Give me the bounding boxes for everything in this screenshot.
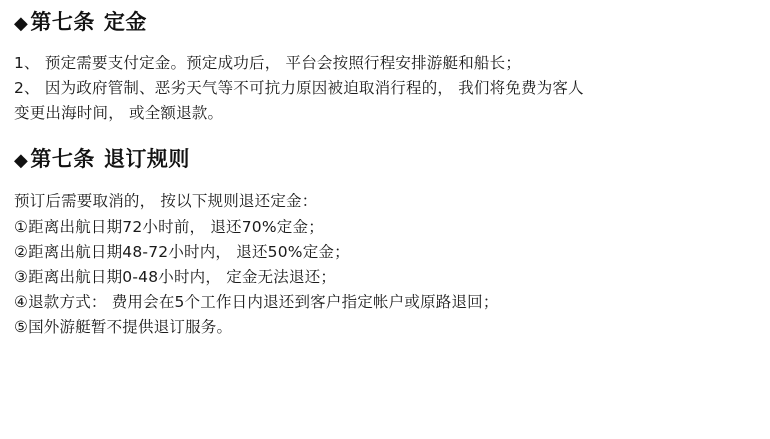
refund-intro-text: 预订后需要取消的， 按以下规则退还定金：: [14, 191, 318, 210]
section-refund-number: 第七条: [30, 146, 95, 171]
section-refund-title: 退订规则: [103, 146, 190, 171]
refund-rules-list: [14, 215, 756, 341]
section-deposit-number: 第七条: [30, 10, 95, 34]
list-item: ⑤国外游艇暂不提供退订服务。: [14, 318, 233, 337]
section-deposit-heading: [14, 10, 756, 35]
list-item: ①距离出航日期72小时前， 退还70%定金；: [14, 217, 324, 236]
list-item: ②距离出航日期48-72小时内， 退还50%定金；: [14, 242, 350, 261]
section-deposit-body: [14, 51, 756, 126]
section-refund-rules: [14, 147, 756, 341]
deposit-clause-1: 1、 预定需要支付定金。预定成功后， 平台会按照行程安排游艇和船长；: [14, 54, 522, 73]
deposit-clause-2-cont: 变更出海时间， 或全额退款。: [14, 104, 224, 123]
diamond-marker-icon: ◆: [14, 149, 29, 171]
section-deposit-title: 定金: [103, 10, 147, 34]
section-deposit: [14, 10, 756, 127]
deposit-clause-2: 2、 因为政府管制、恶劣天气等不可抗力原因被迫取消行程的， 我们将免费为客人: [14, 79, 584, 98]
list-item: ③距离出航日期0-48小时内， 定金无法退还；: [14, 268, 337, 287]
list-item: ④退款方式： 费用会在5个工作日内退还到客户指定帐户或原路退回；: [14, 293, 499, 312]
section-refund-heading: [14, 147, 756, 172]
diamond-marker-icon: ◆: [14, 13, 29, 34]
